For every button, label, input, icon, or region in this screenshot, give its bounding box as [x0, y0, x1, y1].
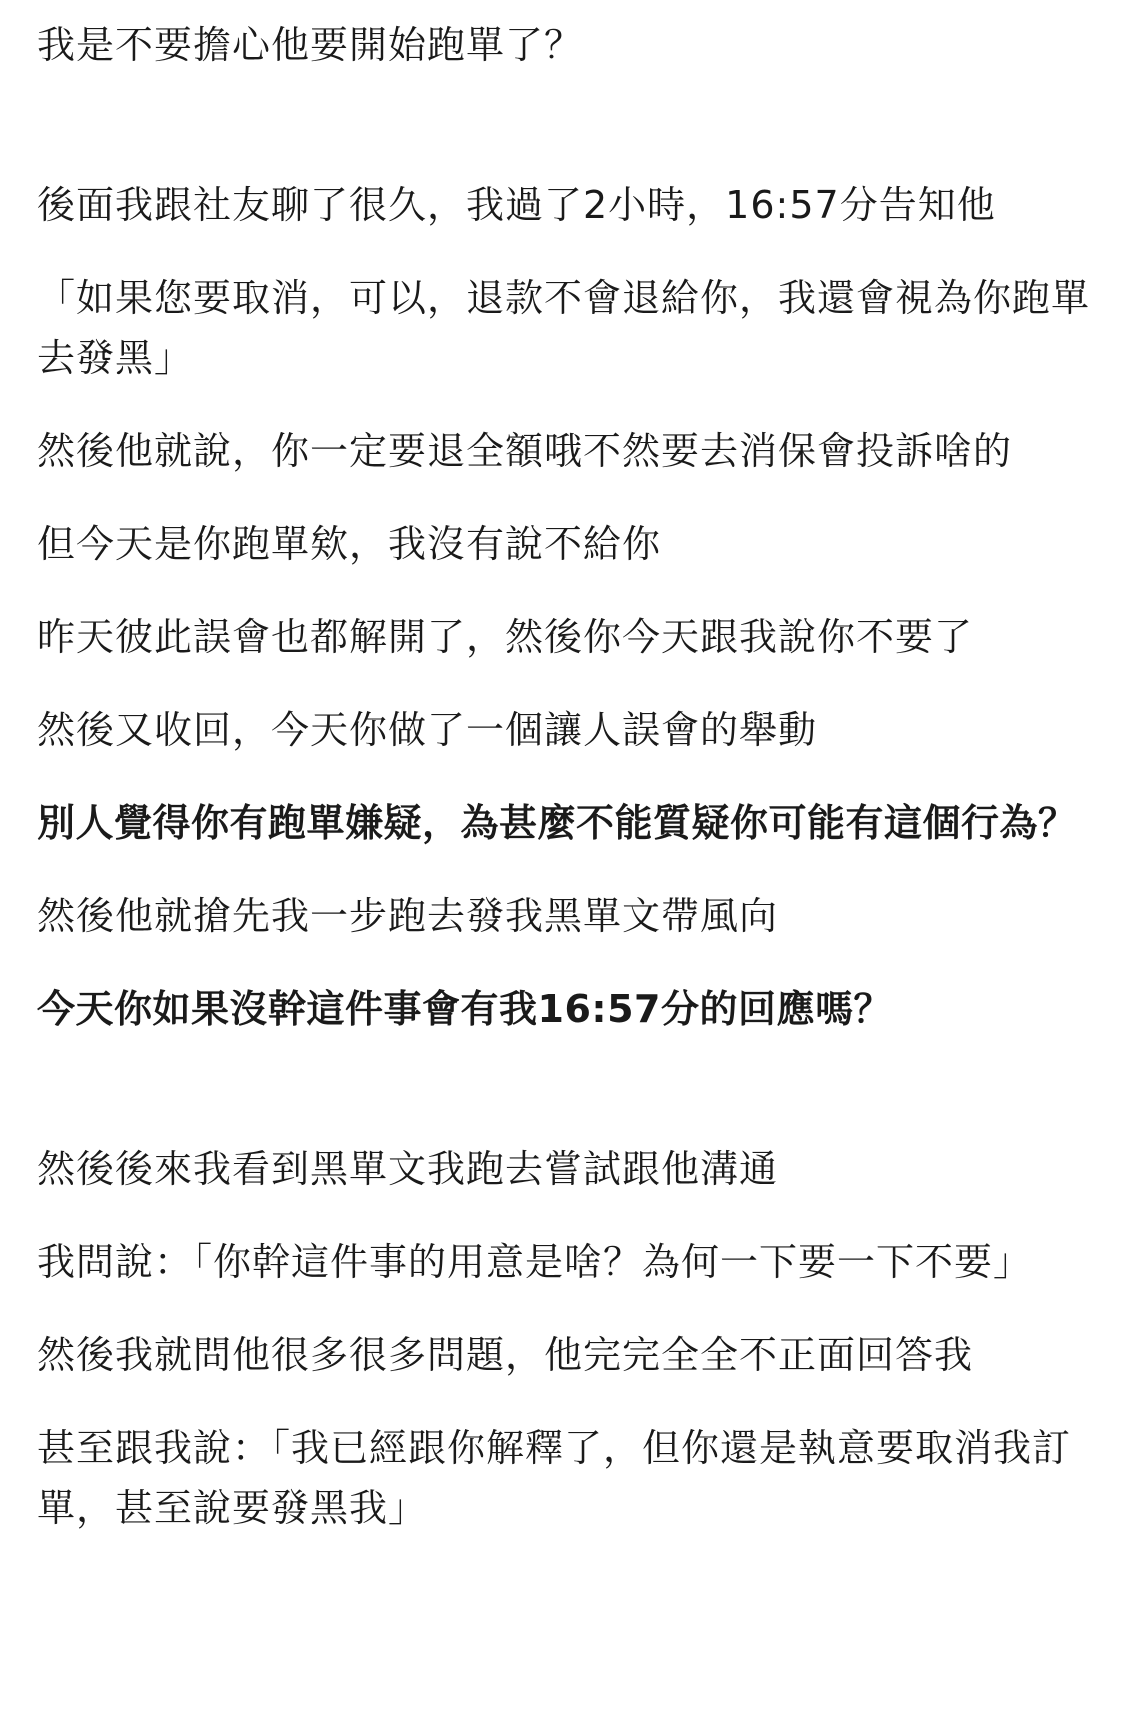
paragraph-spacer [37, 1199, 1097, 1232]
paragraph-spacer [37, 388, 1097, 421]
paragraph-spacer [37, 235, 1097, 268]
post-paragraph: 我問說：「你幹這件事的用意是啥？為何一下要一下不要」 [37, 1240, 1033, 1284]
post-paragraph: 甚至跟我說：「我已經跟你解釋了，但你還是執意要取消我訂單，甚至說要發黑我」 [37, 1426, 1072, 1530]
post-paragraph: 昨天彼此誤會也都解開了，然後你今天跟我說你不要了 [37, 615, 974, 659]
paragraph-spacer [37, 667, 1097, 700]
post-paragraph: 然後又收回，今天你做了一個讓人誤會的舉動 [37, 708, 818, 752]
paragraph-spacer [37, 946, 1097, 979]
post-paragraph: 然後我就問他很多很多問題，他完完全全不正面回答我 [37, 1333, 974, 1377]
paragraph-spacer [37, 574, 1097, 607]
post-paragraph: 「如果您要取消，可以，退款不會退給你，我還會視為你跑單去發黑」 [37, 276, 1091, 380]
paragraph-spacer [37, 1292, 1097, 1325]
post-paragraph: 然後他就說，你一定要退全額哦不然要去消保會投訴啥的 [37, 429, 1013, 473]
post-paragraph: 然後後來我看到黑單文我跑去嘗試跟他溝通 [37, 1147, 779, 1191]
post-body [37, 0, 1097, 1538]
paragraph-spacer [37, 1385, 1097, 1418]
paragraph-spacer [37, 481, 1097, 514]
paragraph-spacer [37, 1039, 1097, 1144]
post-paragraph-emphasis: 今天你如果沒幹這件事會有我16:57分的回應嗎？ [37, 987, 892, 1031]
post-paragraph: 我是不要擔心他要開始跑單了？ [37, 23, 584, 67]
post-paragraph: 後面我跟社友聊了很久，我過了2小時，16:57分告知他 [37, 183, 996, 227]
paragraph-spacer [37, 853, 1097, 886]
paragraph-spacer [37, 75, 1097, 180]
post-paragraph: 但今天是你跑單欸，我沒有說不給你 [37, 522, 662, 566]
post-paragraph: 然後他就搶先我一步跑去發我黑單文帶風向 [37, 894, 779, 938]
paragraph-spacer [37, 760, 1097, 793]
post-paragraph-emphasis: 別人覺得你有跑單嫌疑，為甚麼不能質疑你可能有這個行為？ [37, 801, 1077, 845]
